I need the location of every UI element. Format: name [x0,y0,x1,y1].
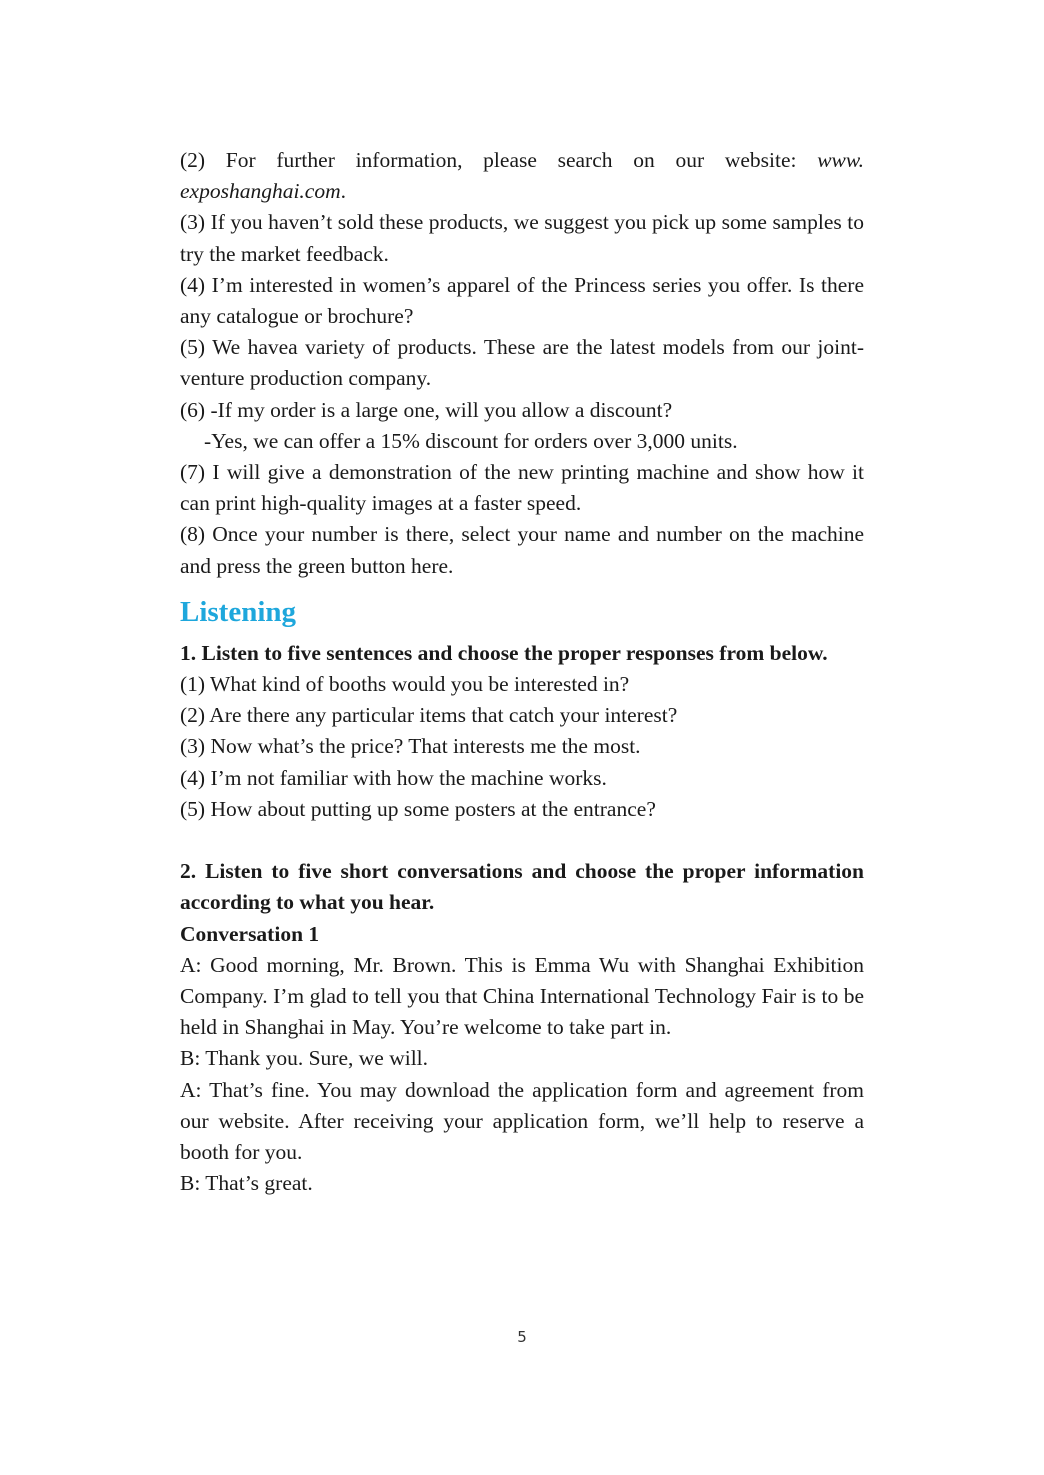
item-2-period: . [340,179,346,204]
task-1-item-3: (3) Now what’s the price? That interests me the most. [180,734,641,759]
conversation-line-4: B: That’s great. [180,1171,313,1196]
item-2-text: (2) For further information, please search on our website: [180,148,818,172]
listening-heading: Listening [180,595,297,628]
conversation-line-1: A: Good morning, Mr. Brown. This is Emma Wu with Shanghai Exhibition Company. I’m glad to tell you that China International Technology Fair is to be held in Shanghai in May. You’re welcome to take part in. [180,952,864,1040]
page-number: 5 [517,1328,527,1346]
item-6-question: (6) -If my order is a large one, will you allow a discount? [180,397,673,422]
task-1-instruction: 1. Listen to five sentences and choose the proper responses from below. [180,640,828,665]
task-1-item-5: (5) How about putting up some posters at the entrance? [180,796,656,821]
task-1-item-4: (4) I’m not familiar with how the machine works. [180,765,607,790]
page-content [180,145,864,1199]
item-5: (5) We havea variety of products. These are the latest models from our joint-venture production company. [180,335,864,391]
item-2-website [180,145,864,207]
task-2-instruction: 2. Listen to five short conversations and choose the proper information according to what you hear. [180,859,864,915]
item-8: (8) Once your number is there, select your name and number on the machine and press the green button here. [180,522,864,578]
conversation-line-2: B: Thank you. Sure, we will. [180,1046,429,1071]
item-4: (4) I’m interested in women’s apparel of the Princess series you offer. Is there any catalogue or brochure? [180,272,864,329]
blank-line [180,825,864,856]
website-url: www. exposhanghai.com [180,148,864,204]
conversation-line-3: A: That’s fine. You may download the application form and agreement from our website. After receiving your application form, we’ll help to reserve a booth for you. [180,1077,864,1165]
item-6-answer: -Yes, we can offer a 15% discount for orders over 3,000 units. [204,428,738,453]
task-1-item-2: (2) Are there any particular items that catch your interest? [180,703,678,728]
item-7: (7) I will give a demonstration of the new printing machine and show how it can print high-quality images at a faster speed. [180,460,864,516]
task-1-item-1: (1) What kind of booths would you be interested in? [180,672,630,697]
conversation-title: Conversation 1 [180,921,320,946]
item-3: (3) If you haven’t sold these products, we suggest you pick up some samples to try the market feedback. [180,210,864,266]
